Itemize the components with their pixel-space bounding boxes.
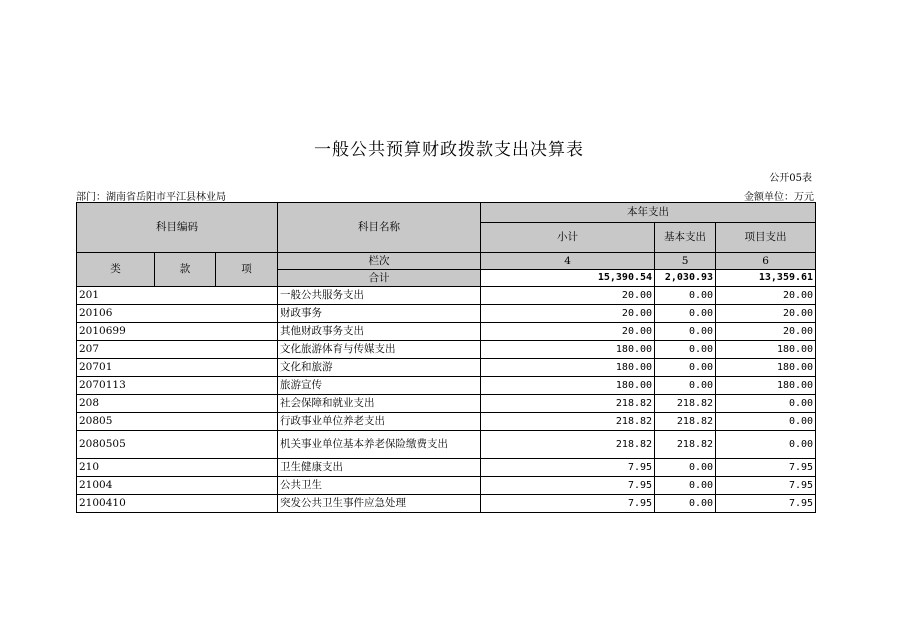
row-project: 7.95 bbox=[716, 495, 816, 513]
row-basic: 218.82 bbox=[655, 413, 716, 431]
table-row bbox=[77, 459, 816, 477]
header-subtotal: 小计 bbox=[481, 223, 655, 253]
table-row bbox=[77, 341, 816, 359]
expenditure-table bbox=[76, 202, 816, 513]
table-row bbox=[77, 495, 816, 513]
table-row bbox=[77, 431, 816, 459]
row-subtotal: 218.82 bbox=[481, 431, 655, 459]
row-basic: 0.00 bbox=[655, 287, 716, 305]
row-code: 2010699 bbox=[77, 323, 278, 341]
row-name: 机关事业单位基本养老保险缴费支出 bbox=[278, 431, 481, 459]
header-lei: 类 bbox=[77, 253, 155, 287]
unit-label: 金额单位：万元 bbox=[744, 192, 814, 203]
header-name: 科目名称 bbox=[278, 203, 481, 253]
table-row bbox=[77, 359, 816, 377]
row-code: 20701 bbox=[77, 359, 278, 377]
row-project: 7.95 bbox=[716, 477, 816, 495]
header-col6: 6 bbox=[716, 253, 816, 270]
row-name: 社会保障和就业支出 bbox=[278, 395, 481, 413]
row-code: 2070113 bbox=[77, 377, 278, 395]
header-xiang: 项 bbox=[216, 253, 278, 287]
row-basic: 0.00 bbox=[655, 377, 716, 395]
row-name: 文化旅游体育与传媒支出 bbox=[278, 341, 481, 359]
row-basic: 218.82 bbox=[655, 395, 716, 413]
row-basic: 0.00 bbox=[655, 459, 716, 477]
row-project: 0.00 bbox=[716, 413, 816, 431]
row-basic: 0.00 bbox=[655, 305, 716, 323]
table-row bbox=[77, 395, 816, 413]
row-basic: 0.00 bbox=[655, 495, 716, 513]
row-project: 180.00 bbox=[716, 377, 816, 395]
row-subtotal: 20.00 bbox=[481, 323, 655, 341]
row-code: 210 bbox=[77, 459, 278, 477]
row-basic: 0.00 bbox=[655, 323, 716, 341]
row-project: 180.00 bbox=[716, 359, 816, 377]
row-subtotal: 20.00 bbox=[481, 305, 655, 323]
header-code-group: 科目编码 bbox=[77, 203, 278, 253]
row-name: 其他财政事务支出 bbox=[278, 323, 481, 341]
row-basic: 218.82 bbox=[655, 431, 716, 459]
row-code: 2080505 bbox=[77, 431, 278, 459]
row-code: 2100410 bbox=[77, 495, 278, 513]
row-name: 行政事业单位养老支出 bbox=[278, 413, 481, 431]
total-label: 合计 bbox=[278, 270, 481, 287]
row-code: 20805 bbox=[77, 413, 278, 431]
row-project: 20.00 bbox=[716, 305, 816, 323]
row-project: 20.00 bbox=[716, 287, 816, 305]
row-code: 201 bbox=[77, 287, 278, 305]
total-basic: 2,030.93 bbox=[655, 270, 716, 287]
row-subtotal: 180.00 bbox=[481, 341, 655, 359]
row-code: 207 bbox=[77, 341, 278, 359]
header-kuan: 款 bbox=[155, 253, 216, 287]
table-row bbox=[77, 477, 816, 495]
table-row bbox=[77, 377, 816, 395]
row-subtotal: 7.95 bbox=[481, 495, 655, 513]
row-subtotal: 218.82 bbox=[481, 395, 655, 413]
row-basic: 0.00 bbox=[655, 477, 716, 495]
row-subtotal: 180.00 bbox=[481, 359, 655, 377]
row-name: 一般公共服务支出 bbox=[278, 287, 481, 305]
row-name: 卫生健康支出 bbox=[278, 459, 481, 477]
header-current-year: 本年支出 bbox=[481, 203, 816, 223]
header-lanci: 栏次 bbox=[278, 253, 481, 270]
header-col4: 4 bbox=[481, 253, 655, 270]
form-number: 公开05表 bbox=[769, 173, 812, 184]
table-row bbox=[77, 287, 816, 305]
row-subtotal: 218.82 bbox=[481, 413, 655, 431]
header-basic: 基本支出 bbox=[655, 223, 716, 253]
total-project: 13,359.61 bbox=[716, 270, 816, 287]
total-subtotal: 15,390.54 bbox=[481, 270, 655, 287]
row-project: 180.00 bbox=[716, 341, 816, 359]
header-project: 项目支出 bbox=[716, 223, 816, 253]
table-row bbox=[77, 323, 816, 341]
page-title: 一般公共预算财政拨款支出决算表 bbox=[314, 140, 584, 160]
row-name: 文化和旅游 bbox=[278, 359, 481, 377]
row-project: 7.95 bbox=[716, 459, 816, 477]
row-project: 0.00 bbox=[716, 395, 816, 413]
row-project: 0.00 bbox=[716, 431, 816, 459]
row-name: 突发公共卫生事件应急处理 bbox=[278, 495, 481, 513]
row-basic: 0.00 bbox=[655, 341, 716, 359]
row-code: 21004 bbox=[77, 477, 278, 495]
row-subtotal: 7.95 bbox=[481, 477, 655, 495]
row-project: 20.00 bbox=[716, 323, 816, 341]
row-basic: 0.00 bbox=[655, 359, 716, 377]
row-code: 208 bbox=[77, 395, 278, 413]
header-col5: 5 bbox=[655, 253, 716, 270]
row-code: 20106 bbox=[77, 305, 278, 323]
row-name: 旅游宣传 bbox=[278, 377, 481, 395]
row-name: 财政事务 bbox=[278, 305, 481, 323]
row-name: 公共卫生 bbox=[278, 477, 481, 495]
row-subtotal: 20.00 bbox=[481, 287, 655, 305]
department-label: 部门：湖南省岳阳市平江县林业局 bbox=[76, 192, 226, 203]
row-subtotal: 180.00 bbox=[481, 377, 655, 395]
table-row bbox=[77, 305, 816, 323]
row-subtotal: 7.95 bbox=[481, 459, 655, 477]
table-body bbox=[77, 287, 816, 513]
table-row bbox=[77, 413, 816, 431]
